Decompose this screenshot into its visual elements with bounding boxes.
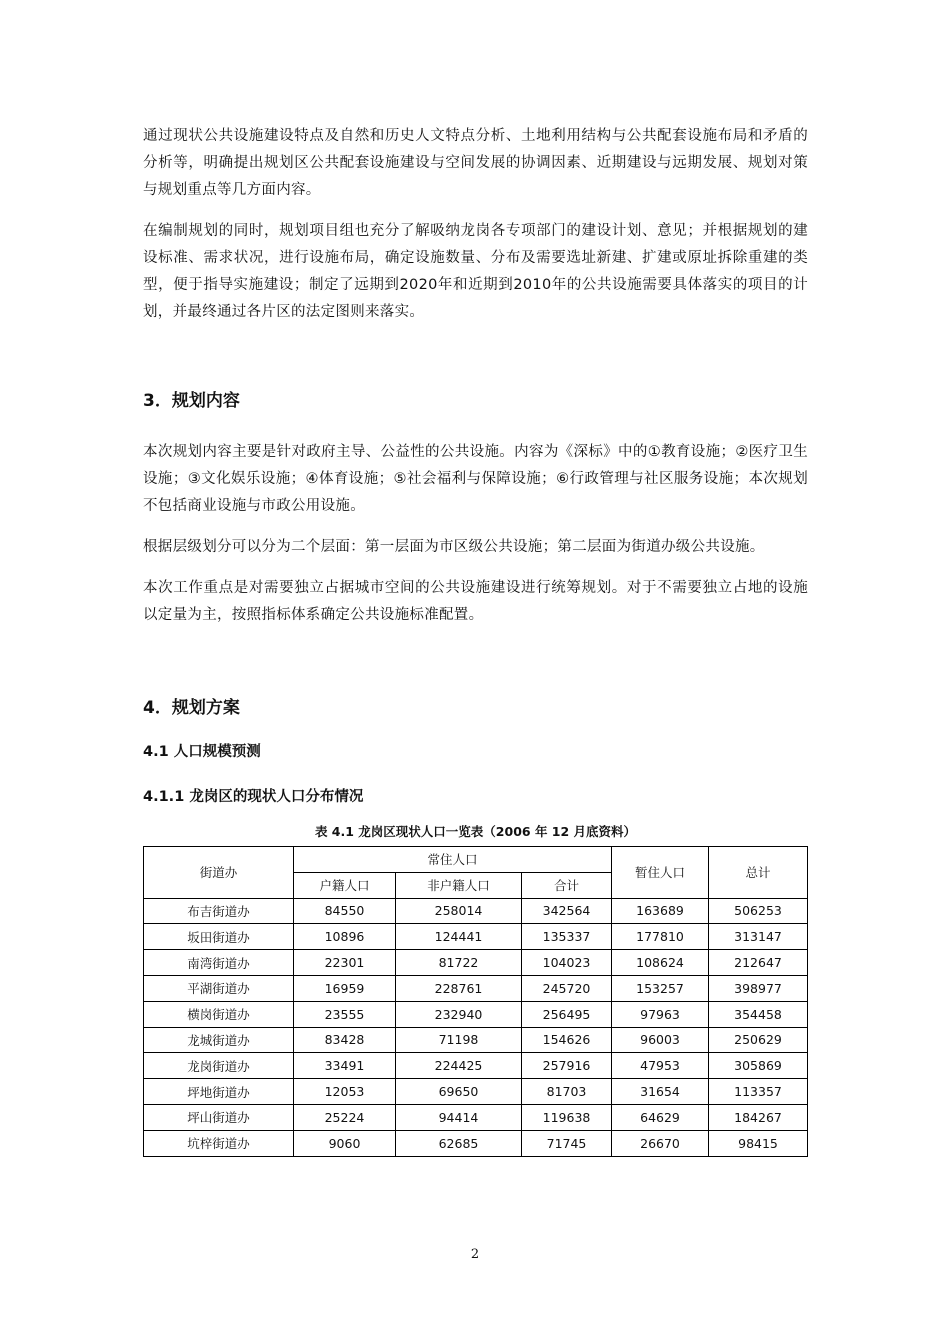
cell-subtotal: 256495 <box>522 1001 612 1027</box>
cell-registered: 83428 <box>294 1027 396 1053</box>
cell-total: 184267 <box>709 1104 808 1130</box>
cell-district: 南湾街道办 <box>144 950 294 976</box>
table-row <box>144 898 808 924</box>
cell-registered: 33491 <box>294 1053 396 1079</box>
page-number: 2 <box>470 1247 480 1262</box>
cell-district: 布吉街道办 <box>144 898 294 924</box>
cell-registered: 22301 <box>294 950 396 976</box>
cell-district: 龙岗街道办 <box>144 1053 294 1079</box>
cell-subtotal: 104023 <box>522 950 612 976</box>
cell-temporary: 163689 <box>612 898 709 924</box>
cell-non-registered: 69650 <box>396 1079 522 1105</box>
header-registered: 户籍人口 <box>294 872 396 898</box>
table-row <box>144 1104 808 1130</box>
table-row <box>144 1079 808 1105</box>
cell-subtotal: 257916 <box>522 1053 612 1079</box>
cell-district: 坪山街道办 <box>144 1104 294 1130</box>
table-row <box>144 1130 808 1156</box>
cell-total: 98415 <box>709 1130 808 1156</box>
cell-district: 坂田街道办 <box>144 924 294 950</box>
cell-district: 坑梓街道办 <box>144 1130 294 1156</box>
cell-subtotal: 81703 <box>522 1079 612 1105</box>
cell-non-registered: 224425 <box>396 1053 522 1079</box>
cell-temporary: 108624 <box>612 950 709 976</box>
header-district: 街道办 <box>144 847 294 899</box>
cell-non-registered: 228761 <box>396 975 522 1001</box>
section-4-1-heading: 4.1 人口规模预测 <box>143 744 261 760</box>
cell-subtotal: 135337 <box>522 924 612 950</box>
table-caption: 表 4.1 龙岗区现状人口一览表（2006 年 12 月底资料） <box>314 824 637 839</box>
cell-temporary: 153257 <box>612 975 709 1001</box>
cell-total: 398977 <box>709 975 808 1001</box>
cell-total: 212647 <box>709 950 808 976</box>
section-3-paragraph-3: 本次工作重点是对需要独立占据城市空间的公共设施建设进行统筹规划。对于不需要独立占地的设施以定量为主，按照指标体系确定公共设施标准配置。 <box>143 580 808 623</box>
cell-registered: 12053 <box>294 1079 396 1105</box>
cell-total: 305869 <box>709 1053 808 1079</box>
table-row <box>144 1027 808 1053</box>
cell-total: 313147 <box>709 924 808 950</box>
cell-total: 354458 <box>709 1001 808 1027</box>
cell-district: 横岗街道办 <box>144 1001 294 1027</box>
cell-total: 113357 <box>709 1079 808 1105</box>
section-3-heading: 3．规划内容 <box>143 391 240 411</box>
header-non-registered: 非户籍人口 <box>396 872 522 898</box>
cell-non-registered: 81722 <box>396 950 522 976</box>
section-4-1-1-heading: 4.1.1 龙岗区的现状人口分布情况 <box>143 789 364 805</box>
section-3-paragraph-2: 根据层级划分可以分为二个层面：第一层面为市区级公共设施；第二层面为街道办级公共设施。 <box>143 539 765 555</box>
table-row <box>144 975 808 1001</box>
cell-non-registered: 71198 <box>396 1027 522 1053</box>
cell-district: 坪地街道办 <box>144 1079 294 1105</box>
cell-subtotal: 71745 <box>522 1130 612 1156</box>
cell-total: 250629 <box>709 1027 808 1053</box>
section-3-paragraph-1: 本次规划内容主要是针对政府主导、公益性的公共设施。内容为《深标》中的①教育设施；②医疗卫生设施；③文化娱乐设施；④体育设施；⑤社会福利与保障设施；⑥行政管理与社区服务设施；本次规划不包括商业设施与市政公用设施。 <box>143 444 808 514</box>
table-row <box>144 950 808 976</box>
cell-non-registered: 94414 <box>396 1104 522 1130</box>
cell-registered: 84550 <box>294 898 396 924</box>
cell-temporary: 64629 <box>612 1104 709 1130</box>
table-row <box>144 1001 808 1027</box>
table-row <box>144 1053 808 1079</box>
cell-subtotal: 154626 <box>522 1027 612 1053</box>
cell-registered: 23555 <box>294 1001 396 1027</box>
population-table <box>143 846 808 1157</box>
intro-paragraph-1: 通过现状公共设施建设特点及自然和历史人文特点分析、土地利用结构与公共配套设施布局和矛盾的分析等，明确提出规划区公共配套设施建设与空间发展的协调因素、近期建设与远期发展、规划对策与规划重点等几方面内容。 <box>143 128 808 198</box>
section-4-heading: 4．规划方案 <box>143 698 240 718</box>
cell-temporary: 31654 <box>612 1079 709 1105</box>
page-content <box>143 123 808 1157</box>
header-subtotal: 合计 <box>522 872 612 898</box>
cell-non-registered: 232940 <box>396 1001 522 1027</box>
cell-temporary: 47953 <box>612 1053 709 1079</box>
cell-registered: 9060 <box>294 1130 396 1156</box>
cell-subtotal: 245720 <box>522 975 612 1001</box>
cell-registered: 16959 <box>294 975 396 1001</box>
cell-temporary: 96003 <box>612 1027 709 1053</box>
cell-non-registered: 258014 <box>396 898 522 924</box>
cell-temporary: 177810 <box>612 924 709 950</box>
cell-non-registered: 62685 <box>396 1130 522 1156</box>
cell-registered: 10896 <box>294 924 396 950</box>
intro-paragraph-2: 在编制规划的同时，规划项目组也充分了解吸纳龙岗各专项部门的建设计划、意见；并根据规划的建设标准、需求状况，进行设施布局，确定设施数量、分布及需要选址新建、扩建或原址拆除重建的类型，便于指导实施建设；制定了远期到2020年和近期到2010年的公共设施需要具体落实的项目的计划，并最终通过各片区的法定图则来落实。 <box>143 223 808 320</box>
header-resident: 常住人口 <box>294 847 612 873</box>
table-row <box>144 924 808 950</box>
cell-subtotal: 342564 <box>522 898 612 924</box>
cell-district: 平湖街道办 <box>144 975 294 1001</box>
cell-total: 506253 <box>709 898 808 924</box>
header-total: 总计 <box>709 847 808 899</box>
cell-district: 龙城街道办 <box>144 1027 294 1053</box>
cell-non-registered: 124441 <box>396 924 522 950</box>
cell-registered: 25224 <box>294 1104 396 1130</box>
header-temporary: 暂住人口 <box>612 847 709 899</box>
cell-subtotal: 119638 <box>522 1104 612 1130</box>
cell-temporary: 26670 <box>612 1130 709 1156</box>
cell-temporary: 97963 <box>612 1001 709 1027</box>
